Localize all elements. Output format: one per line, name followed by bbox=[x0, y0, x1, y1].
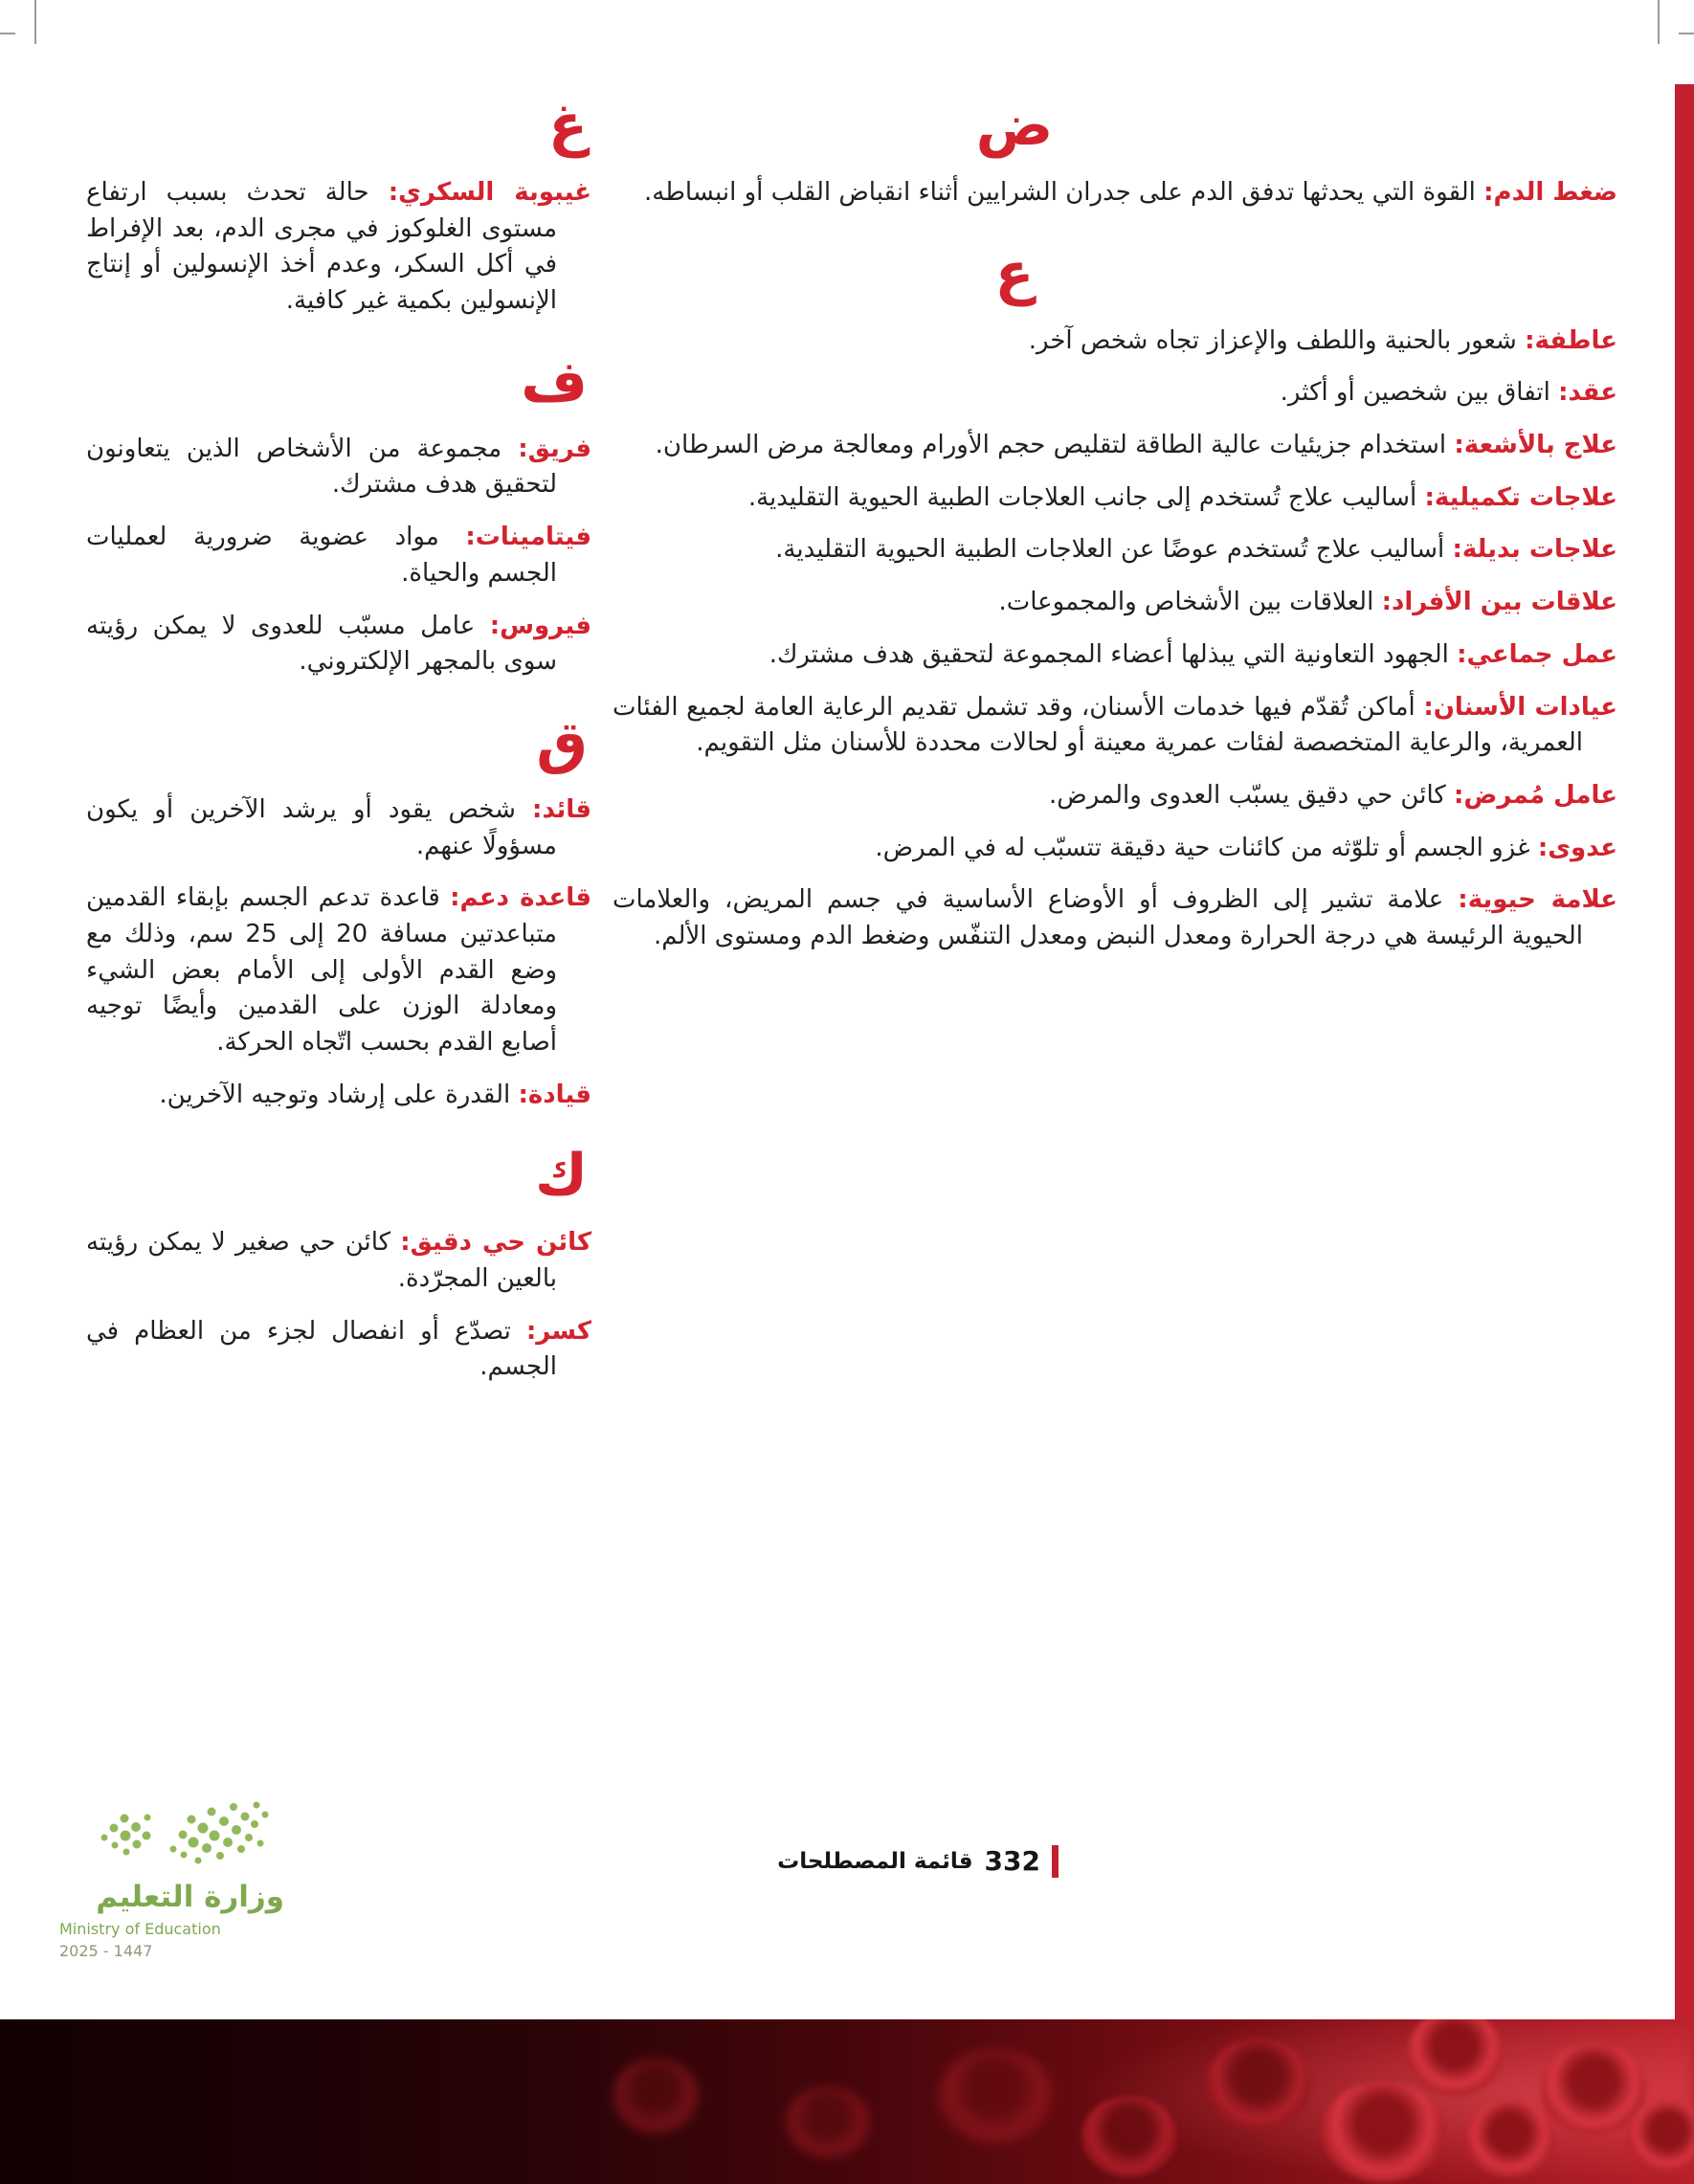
glossary-definition: عامل مسبّب للعدوى لا يمكن رؤيته سوى بالمجهر الإلكتروني. bbox=[86, 611, 557, 677]
glossary-definition: شعور بالحنية واللطف والإعزاز تجاه شخص آخر. bbox=[1028, 325, 1517, 355]
glossary-term: قاعدة دعم: bbox=[450, 883, 592, 913]
glossary-definition: القوة التي يحدثها تدفق الدم على جدران الشرايين أثناء انقباض القلب أو انبساطه. bbox=[644, 178, 1476, 207]
glossary-term: علاجات تكميلية: bbox=[1424, 482, 1617, 512]
glossary-entry bbox=[613, 882, 1617, 954]
glossary-column-right bbox=[613, 92, 1617, 971]
blood-cell bbox=[1321, 2082, 1445, 2182]
footer-section-label: قائمة المصطلحات bbox=[777, 1848, 973, 1874]
crop-mark-top-left-vertical bbox=[34, 0, 36, 44]
glossary-definition: العلاقات بين الأشخاص والمجموعات. bbox=[998, 588, 1374, 617]
glossary-definition: أماكن تُقدّم فيها خدمات الأسنان، وقد تشمل تقديم الرعاية العامة لجميع الفئات العمرية، والرعاية المتخصصة لفئات عمرية معينة أو لحالات محددة للأسنان مثل التقويم. bbox=[613, 692, 1583, 758]
crop-mark-top-right-vertical bbox=[1658, 0, 1660, 44]
blood-cells-photo bbox=[0, 2019, 1694, 2184]
crop-mark-top-right-horizontal bbox=[1679, 33, 1694, 34]
blood-cell bbox=[785, 2086, 871, 2158]
glossary-term: عامل مُمرض: bbox=[1454, 780, 1617, 810]
glossary-entry bbox=[613, 690, 1617, 762]
section-letter-dad: ض bbox=[975, 92, 1054, 159]
glossary-entry bbox=[613, 175, 1617, 212]
glossary-entry bbox=[613, 375, 1617, 412]
glossary-definition: استخدام جزيئيات عالية الطاقة لتقليص حجم الأورام ومعالجة مرض السرطان. bbox=[655, 431, 1447, 460]
blood-cell bbox=[613, 2058, 699, 2134]
glossary-definition: الجهود التعاونية التي يبذلها أعضاء المجموعة لتحقيق هدف مشترك. bbox=[769, 639, 1449, 669]
glossary-term: علاقات بين الأفراد: bbox=[1381, 588, 1617, 617]
ministry-logo-english: Ministry of Education bbox=[59, 1920, 221, 1938]
page-edge-red-bar bbox=[1675, 84, 1694, 2019]
page-number: 332 bbox=[984, 1845, 1040, 1877]
glossary-entry bbox=[613, 778, 1617, 814]
glossary-definition: كائن حي دقيق يسبّب العدوى والمرض. bbox=[1049, 780, 1446, 810]
glossary-entry bbox=[613, 831, 1617, 867]
section-letter-qaf: ق bbox=[536, 708, 588, 776]
page-footer bbox=[777, 1845, 1059, 1878]
glossary-definition: أساليب علاج تُستخدم إلى جانب العلاجات الطبية الحيوية التقليدية. bbox=[747, 482, 1417, 512]
glossary-definition: علامة تشير إلى الظروف أو الأوضاع الأساسية في جسم المريض، والعلامات الحيوية الرئيسة هي درجة الحرارة ومعدل النبض ومعدل التنفّس وضغط الدم ومستوى الألم. bbox=[613, 885, 1583, 950]
section-letter-fa: ف bbox=[521, 347, 588, 415]
glossary-definition: غزو الجسم أو تلوّثه من كائنات حية دقيقة تتسبّب له في المرض. bbox=[875, 833, 1530, 862]
glossary-definition: تصدّع أو انفصال لجزء من العظام في الجسم. bbox=[86, 1316, 557, 1382]
glossary-entry bbox=[86, 1225, 591, 1297]
glossary-term: عمل جماعي: bbox=[1457, 639, 1617, 669]
glossary-entry bbox=[86, 520, 591, 591]
ministry-logo bbox=[59, 1788, 284, 1960]
glossary-entry bbox=[613, 637, 1617, 674]
ministry-logo-edition: 2025 - 1447 bbox=[59, 1942, 153, 1960]
glossary-term: ضغط الدم: bbox=[1483, 178, 1617, 207]
glossary-term: غيبوبة السكري: bbox=[388, 178, 592, 207]
glossary-term: قائد: bbox=[532, 794, 592, 824]
ministry-logo-dots-icon bbox=[93, 1788, 284, 1872]
glossary-entry bbox=[86, 609, 591, 680]
glossary-definition: شخص يقود أو يرشد الآخرين أو يكون مسؤولًا عنهم. bbox=[86, 794, 557, 860]
glossary-entry bbox=[613, 480, 1617, 517]
glossary-entry bbox=[613, 532, 1617, 568]
glossary-definition: اتفاق بين شخصين أو أكثر. bbox=[1280, 378, 1550, 408]
glossary-entry bbox=[613, 585, 1617, 621]
glossary-term: علاجات بديلة: bbox=[1452, 535, 1617, 565]
glossary-entry bbox=[613, 428, 1617, 464]
glossary-term: فريق: bbox=[518, 434, 591, 463]
glossary-term: عاطفة: bbox=[1525, 325, 1617, 355]
glossary-definition: قاعدة تدعم الجسم بإبقاء القدمين متباعدتين مسافة 20 إلى 25 سم، وذلك مع وضع القدم الأولى إلى الأمام بعض الشيء ومعادلة الوزن على القدمين وأيضًا توجيه أصابع القدم بحسب اتّجاه الحركة. bbox=[86, 883, 557, 1057]
glossary-definition: أساليب علاج تُستخدم عوضًا عن العلاجات الطبية الحيوية التقليدية. bbox=[775, 535, 1445, 565]
section-letter-kaf: ك bbox=[535, 1142, 588, 1210]
glossary-term: علامة حيوية: bbox=[1458, 885, 1617, 915]
blood-cell bbox=[1081, 2096, 1177, 2177]
glossary-entry bbox=[86, 432, 591, 503]
glossary-definition: القدرة على إرشاد وتوجيه الآخرين. bbox=[159, 1080, 511, 1109]
glossary-term: فيروس: bbox=[489, 611, 591, 640]
section-letter-ghain: غ bbox=[548, 92, 588, 159]
glossary-definition: مواد عضوية ضرورية لعمليات الجسم والحياة. bbox=[86, 523, 557, 588]
glossary-term: كائن حي دقيق: bbox=[400, 1228, 591, 1258]
blood-cell bbox=[1464, 2101, 1555, 2177]
glossary-entry bbox=[86, 1314, 591, 1386]
glossary-term: كسر: bbox=[525, 1316, 592, 1346]
glossary-term: عدوى: bbox=[1537, 833, 1617, 862]
glossary-definition: مجموعة من الأشخاص الذين يتعاونون لتحقيق هدف مشترك. bbox=[86, 434, 557, 500]
crop-mark-top-left-horizontal bbox=[0, 33, 15, 34]
glossary-term: عيادات الأسنان: bbox=[1423, 692, 1617, 722]
glossary-entry bbox=[86, 880, 591, 1060]
glossary-content bbox=[86, 92, 1617, 1402]
glossary-term: فيتامينات: bbox=[465, 523, 591, 552]
glossary-entry bbox=[613, 323, 1617, 360]
section-letter-ain: ع bbox=[994, 239, 1035, 307]
glossary-term: عقد: bbox=[1558, 378, 1617, 408]
glossary-entry bbox=[86, 792, 591, 864]
footer-red-bar bbox=[1052, 1845, 1059, 1878]
glossary-term: قيادة: bbox=[518, 1080, 591, 1109]
blood-cell bbox=[1206, 2039, 1311, 2129]
ministry-logo-wordmark: وزارة التعليم bbox=[96, 1880, 284, 1914]
blood-cell bbox=[938, 2048, 1053, 2144]
glossary-term: علاج بالأشعة: bbox=[1454, 431, 1617, 460]
glossary-entry bbox=[86, 1078, 591, 1114]
glossary-definition: حالة تحدث بسبب ارتفاع مستوى الغلوكوز في مجرى الدم، بعد الإفراط في أكل السكر، وعدم أخذ الإنسولين أو إنتاج الإنسولين بكمية غير كافية. bbox=[86, 178, 557, 316]
glossary-definition: كائن حي صغير لا يمكن رؤيته بالعين المجرّدة. bbox=[86, 1228, 557, 1294]
